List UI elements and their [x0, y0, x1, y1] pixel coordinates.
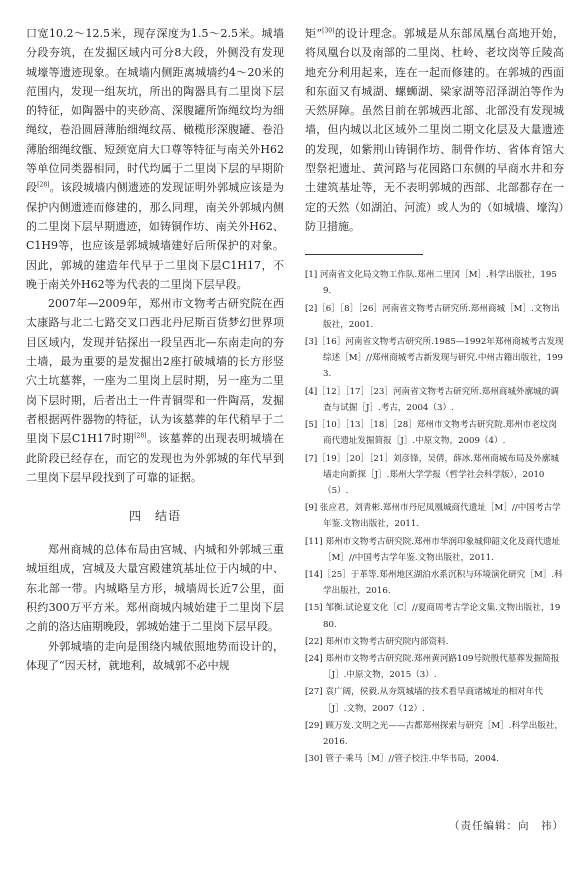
references-divider	[305, 254, 423, 255]
body-paragraph	[26, 24, 284, 294]
reference-item: [27] 袁广阔，侯毅.从夯筑城墙的技术看早商诸城址的相对年代［J］.文物，2007（12）.	[305, 687, 543, 714]
reference-item: [4]［12］［17］［23］河南省文物考古研究所.郑州商城外廓城的调查与试掘［J］.考古，2004（3）.	[305, 386, 559, 413]
reference-item: [30] 管子·乘马［M］//管子校注.中华书局，2004.	[305, 754, 499, 765]
body-paragraph: 郑州商城的总体布局由宫城、内城和外郭城三重城垣组成，宫城及大量宫殿建筑基址位于内城的中、东北部一带。内城略呈方形，城墙周长近7公里，面积约300万平方米。郑州商城内城始建于二里岗下层之前的洛达庙期晚段，郭城始建于二里岗下层早段。	[26, 543, 284, 634]
editor-note: （责任编辑：向 祎）	[449, 820, 564, 832]
body-paragraph	[305, 24, 564, 236]
paragraph-text: 口宽10.2～12.5米，现存深度为1.5～2.5米。城墙分段夯筑，在发掘区域内可分8大段，外侧没有发现城壕等遗迹现象。在城墙内侧距离城墙约4～20米的范围内，发现一组灰坑，所出的陶器具有二里岗下层的特征，如陶器中的夹砂高、深腹罐所饰绳纹均为细绳纹，卷沿圆唇薄胎细绳纹鬲、橄榄形深腹罐、卷沿薄胎细绳纹甑、短颈宽肩大口尊等特征与南关外H62等单位同类器相同，时代均属于二里岗下层的早期阶段	[26, 27, 284, 195]
citation-mark: [28]	[134, 432, 147, 440]
reference-item: [2]［6］［8］［26］河南省文物考古研究所.郑州商城［M］.文物出版社，2001.	[305, 303, 560, 330]
paragraph-text: 。该段城墙内侧遗迹的发现证明外郭城应该是为保护内侧遗迹而修建的，那么同理，南关外郭城内侧的二里岗下层早期遗迹，如铸铜作坊、南关外H62、C1H9等，也应该是郭城城墙建好后所保护的对象。因此，郭城的建造年代早于二里岗下层C1H17，不晚于南关外H62等为代表的二里岗下层早段。	[26, 181, 285, 291]
body-paragraph	[26, 294, 284, 487]
reference-item: [5]［10］［13］［18］［28］郑州市文物考古研究院.郑州市老坟岗商代遗址发掘简报［J］.中原文物，2009（4）.	[305, 420, 557, 447]
citation-mark: [28]	[37, 181, 50, 189]
right-column	[305, 24, 565, 832]
reference-item: [24] 郑州市文物考古研究院.郑州黄河路109号院殷代墓葬发掘简报［J］.中原文物，2015（3）.	[305, 653, 560, 681]
paragraph-text: 。该墓葬的出现表明城墙在此阶段已经存在，而它的发现也为外郭城的年代早到二里岗下层早段找到了可靠的证据。	[26, 432, 284, 484]
reference-item: [1] 河南省文化局文物工作队.郑州二里冈［M］.科学出版社，1959.	[305, 270, 557, 297]
paragraph-text: 2007年—2009年，郑州市文物考古研究院在西太康路与北二七路交叉口西北丹尼斯百货梦幻世界项目区域内，发现并钻探出一段呈西北—东南走向的夯土墙，最为重要的是发掘出2座打破城墙的长方形竖穴土坑墓葬，一座为二里岗上层时期，另一座为二里岗下层时期，后者出土一件青铜斝和一件陶鬲，发掘者根据两件器物的特征，认为该墓葬的年代稍早于二里岗下层C1H17时期	[26, 297, 284, 446]
left-column	[26, 24, 284, 675]
reference-item: [22] 郑州市文物考古研究院内部资料.	[305, 636, 449, 647]
reference-list	[305, 267, 564, 767]
reference-item: [9] 张应君，刘青彬.郑州市丹尼凤凰城商代遗址［M］//中国考古学年鉴.文物出版社，2011.	[305, 503, 561, 530]
citation-mark: [30]	[322, 27, 335, 35]
reference-item: [7]［19］［20］［21］刘彦锋，吴倩，薛冰.郑州商城布局及外廓城墙走向新探［J］.郑州大学学报（哲学社会科学版），2010（5）.	[305, 453, 559, 496]
body-paragraph: 外郭城墙的走向是围绕内城依照地势而设计的，体现了“因天材，就地利，故城郭不必中规	[26, 639, 284, 672]
reference-item: [14]［25］于革等.郑州地区湖泊水系沉积与环境演化研究［M］.科学出版社，2016.	[305, 569, 563, 597]
paragraph-text: 矩”	[305, 27, 323, 40]
reference-item: [15] 邹衡.试论夏文化［C］//夏商周考古学论文集.文物出版社，1980.	[305, 603, 561, 630]
reference-item: [3]［16］河南省文物考古研究所.1985—1992年郑州商城考古发现综述［M］//郑州商城考古新发现与研究.中州古籍出版社，1993.	[305, 337, 564, 380]
paragraph-text: 的设计理念。郭城是从东部凤凰台高地开始，将凤凰台以及南部的二里岗、杜岭、老坟岗等丘陵高地充分利用起来，连在一起而修建的。在郭城的西面和东面又有城湖、螺蛳湖、梁家湖等沼泽湖泊等作为天然屏障。虽然目前在郭城西北部、北部没有发现城墙，但内城以北区域外二里岗二期文化层及大量遗迹的发现，如紫荆山铸铜作坊、制骨作坊、省体育馆大型祭祀遗址、黄河路与花园路口东侧的早商水井和夯土建筑基址等，无不表明郭城的西部、北部都存在一定的天然（如湖泊、河流）或人为的（如城墙、壕沟）防卫措施。	[305, 27, 565, 233]
reference-item: [11] 郑州市文物考古研究院.郑州市华润印象城仰韶文化及商代遗址［M］//中国考古学年鉴.文物出版社，2011.	[305, 536, 561, 563]
section-heading: 四 结语	[128, 509, 181, 524]
reference-item: [29] 顾万发.文明之光——古都郑州探索与研究［M］.科学出版社，2016.	[305, 720, 564, 747]
